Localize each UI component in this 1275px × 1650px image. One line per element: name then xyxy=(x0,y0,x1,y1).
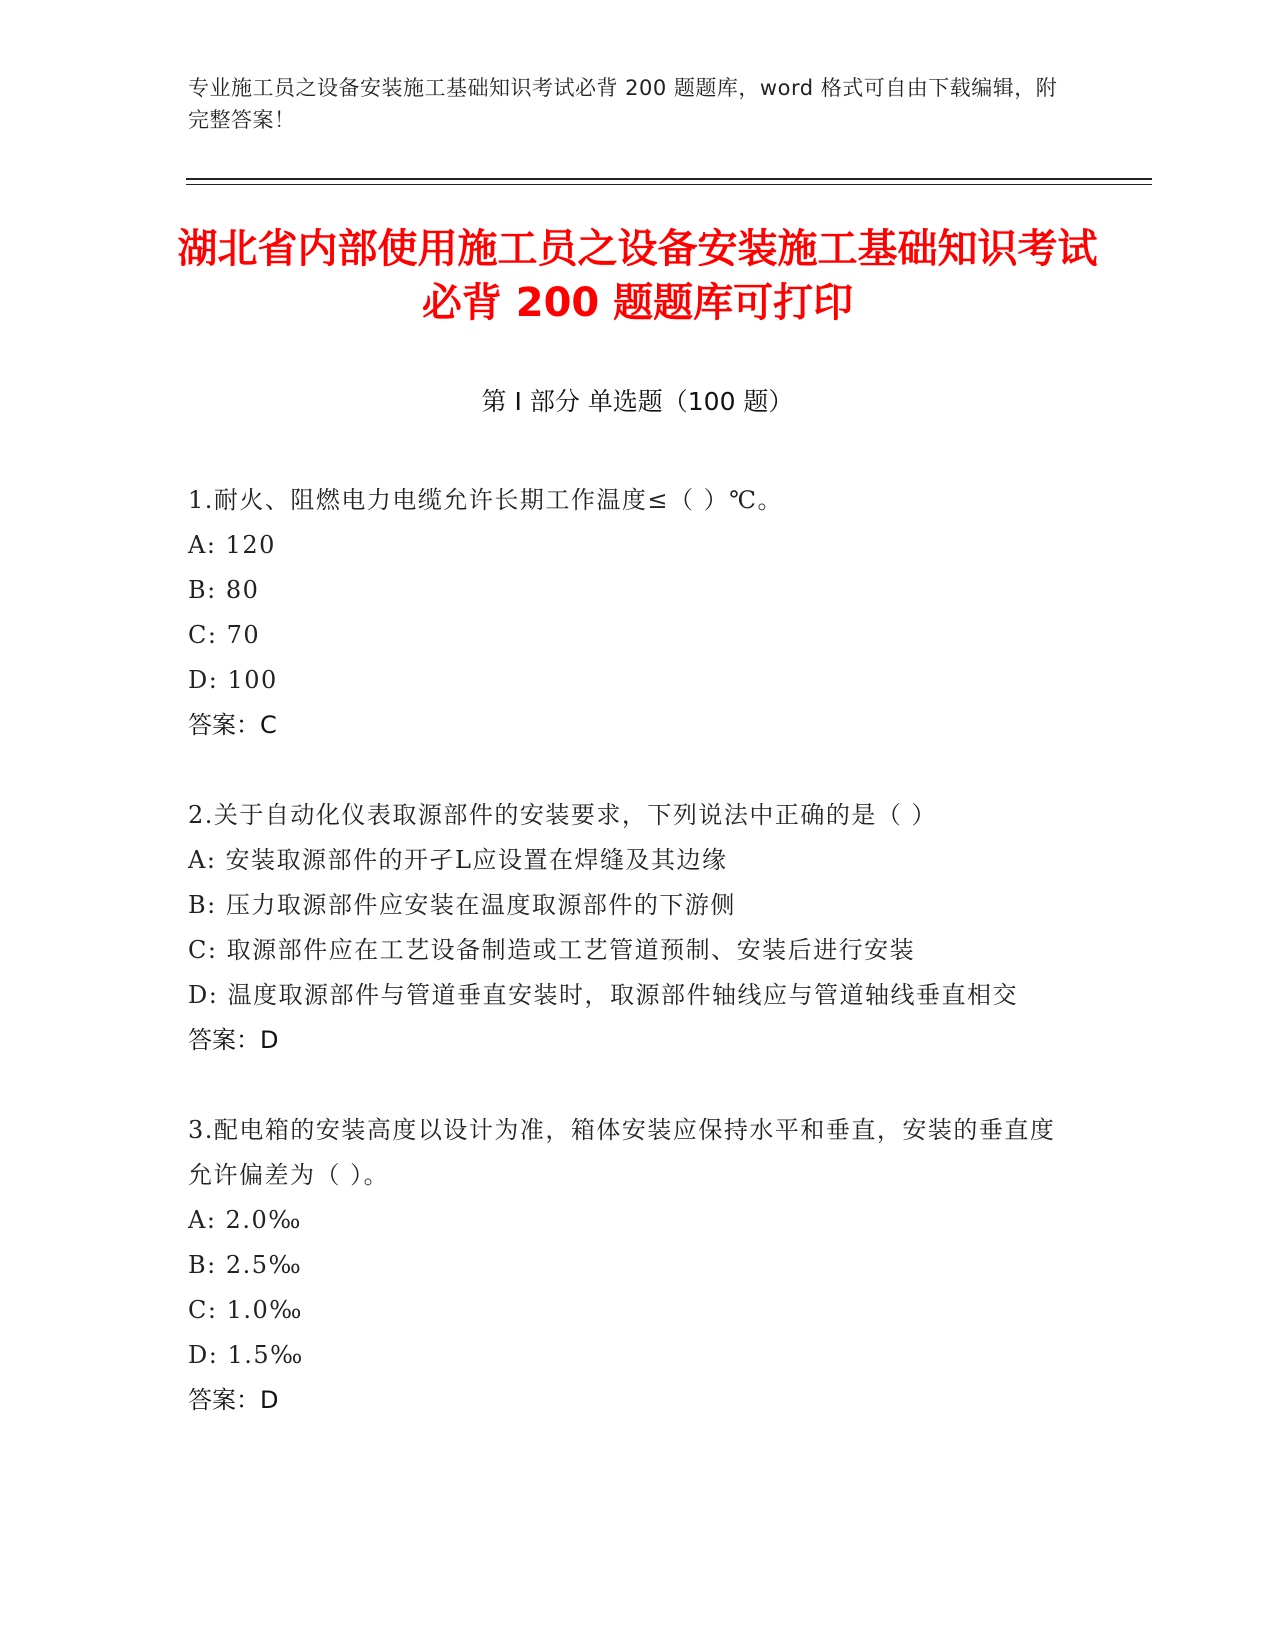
option-b: B: 压力取源部件应安装在温度取源部件的下游侧 xyxy=(188,891,736,919)
question-stem: 1.耐火、阻燃电力电缆允许长期工作温度≤（ ）℃。 xyxy=(188,486,783,514)
question-2 xyxy=(188,793,1068,1063)
option-c: C: 1.0‰ xyxy=(188,1296,303,1324)
option-b: B: 2.5‰ xyxy=(188,1251,303,1279)
question-stem: 3.配电箱的安装高度以设计为准，箱体安装应保持水平和垂直，安装的垂直度允许偏差为（ ）。 xyxy=(188,1116,1056,1189)
answer-line: 答案：D xyxy=(188,1026,279,1054)
question-stem: 2.关于自动化仪表取源部件的安装要求，下列说法中正确的是（ ） xyxy=(188,801,938,829)
option-c: C: 70 xyxy=(188,621,261,649)
question-1 xyxy=(188,478,1068,748)
answer-line: 答案：D xyxy=(188,1386,279,1414)
option-d: D: 1.5‰ xyxy=(188,1341,304,1369)
question-3 xyxy=(188,1108,1068,1423)
option-a: A: 2.0‰ xyxy=(188,1206,302,1234)
option-d: D: 100 xyxy=(188,666,278,694)
option-d: D: 温度取源部件与管道垂直安装时，取源部件轴线应与管道轴线垂直相交 xyxy=(188,981,1018,1009)
header-divider-thick xyxy=(186,178,1152,180)
answer-line: 答案：C xyxy=(188,711,277,739)
option-b: B: 80 xyxy=(188,576,260,604)
question-list xyxy=(188,478,1068,1468)
section-heading: 第 I 部分 单选题（100 题） xyxy=(481,387,794,416)
option-a: A: 120 xyxy=(188,531,276,559)
document-title: 湖北省内部使用施工员之设备安装施工基础知识考试必背 200 题题库可打印 xyxy=(177,226,1098,326)
page-header-text: 专业施工员之设备安装施工基础知识考试必背 200 题题库，word 格式可自由下载编辑，附完整答案！ xyxy=(188,76,1058,132)
option-a: A: 安装取源部件的开孑L应设置在焊缝及其边缘 xyxy=(188,846,728,874)
header-divider-thin xyxy=(186,184,1152,185)
option-c: C: 取源部件应在工艺设备制造或工艺管道预制、安装后进行安装 xyxy=(188,936,916,964)
